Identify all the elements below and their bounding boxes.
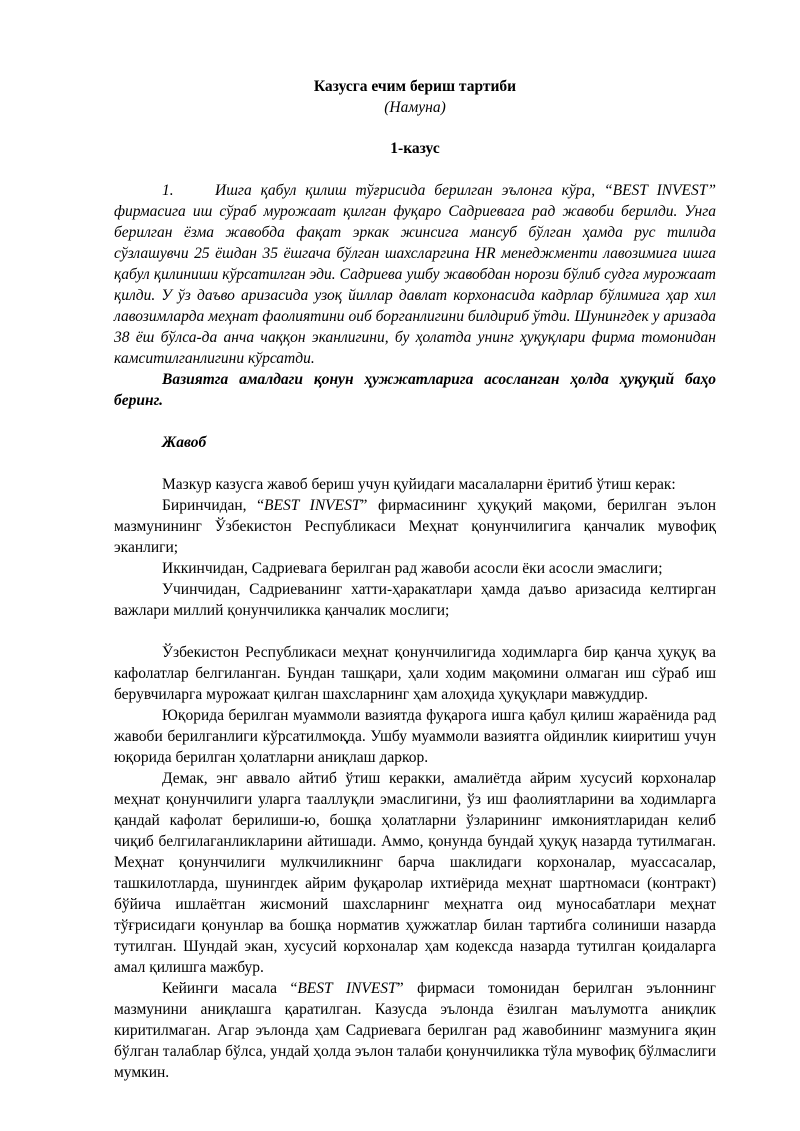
spacer xyxy=(114,411,716,432)
case-task: Вазиятга амалдаги қонун ҳужжатларига асосланган ҳолда ҳуқуқий баҳо беринг. xyxy=(114,371,716,409)
answer-paragraph-8 xyxy=(114,978,716,1083)
document-subtitle: (Намуна) xyxy=(384,99,446,116)
answer-paragraph-8-start: Кейинги масала “ xyxy=(162,980,298,997)
case-item-number: 1. xyxy=(162,182,174,199)
answer-paragraph-2-start: Биринчидан, “ xyxy=(162,497,265,514)
answer-paragraph-4: Учинчидан, Садриеванинг хатти-ҳаракатлари ҳамда даъво аризасида келтирган важлари миллий қонунчиликка қанчалик мослиги; xyxy=(114,581,716,619)
answer-paragraph-5: Ўзбекистон Республикаси меҳнат қонунчилигида ходимларга бир қанча ҳуқуқ ва кафолатлар белгиланган. Бундан ташқари, ҳали ходим мақомини олмаган иш сўраб иш берувчиларга мурожаат қилган шахсларнинг ҳам алоҳида ҳуқуқлари мавжуддир. xyxy=(114,644,716,703)
answer-paragraph-2-end: ” фирмасининг ҳуқуқий мақоми, берилган эълон мазмунининг Ўзбекистон Республикаси Меҳнат қонунчилигига қанчалик мувофиқ эканлиги; xyxy=(114,497,716,556)
document-title: Казусга ечим бериш тартиби xyxy=(313,78,517,95)
case-number: 1-казус xyxy=(390,140,440,157)
spacer xyxy=(114,159,716,180)
company-name: BEST INVEST xyxy=(264,497,361,514)
answer-paragraph-1: Мазкур казусга жавоб бериш учун қуйидаги масалаларни ёритиб ўтиш керак: xyxy=(162,476,676,493)
answer-heading: Жавоб xyxy=(162,434,207,451)
spacer xyxy=(114,453,716,474)
company-name: BEST INVEST xyxy=(297,980,397,997)
answer-paragraph-7: Демак, энг аввало айтиб ўтиш керакки, амалиётда айрим хусусий корхоналар меҳнат қонунчилиги уларга тааллуқли эмаслигини, ўз иш фаолиятларини ва ходимларга қандай кафолат берилиши-ю, бошқа ҳолатларни ўзларининг имкониятларидан келиб чиқиб белгилаганликларини айтишади. Аммо, қонунда бундай ҳуқуқ назарда тутилмаган. Меҳнат қонунчилиги мулкчиликнинг барча шаклидаги корхоналар, муассасалар, ташкилотларда, шунингдек айрим фуқаролар ихтиёрида меҳнат шартномаси (контракт) бўйича ишлаётган жисмоний шахсларнинг меҳнатга оид муносабатлари меҳнат тўғрисидаги қонунлар ва бошқа норматив ҳужжатлар билан тартибга солиниши назарда тутилган. Шундай экан, хусусий корхоналар ҳам кодексда назарда тутилган қоидаларга амал қилишга мажбур. xyxy=(114,770,716,976)
answer-paragraph-2 xyxy=(114,495,716,558)
answer-paragraph-3: Иккинчидан, Садриевага берилган рад жавоби асосли ёки асосли эмаслиги; xyxy=(162,560,663,577)
answer-paragraph-6: Юқорида берилган муаммоли вазиятда фуқарога ишга қабул қилиш жараёнида рад жавоби берилганлиги кўрсатилмоқда. Ушбу муаммоли вазиятга ойдинлик кииритиш учун юқорида берилган ҳолатларни аниқлаш даркор. xyxy=(114,707,716,766)
answer-paragraph-8-end: ” фирмаси томонидан берилган эълоннинг мазмунини аниқлашга қаратилган. Казусда эълонда ёзилган маълумотга аниқлик киритилмаган. Агар эълонда ҳам Садриевага берилган рад жавобининг мазмунига яқин бўлган талаблар бўлса, ундай ҳолда эълон талаби қонунчиликка тўла мувофиқ бўлмаслиги мумкин. xyxy=(114,980,716,1081)
spacer xyxy=(114,621,716,642)
case-text xyxy=(114,180,716,369)
case-body: Ишга қабул қилиш тўғрисида берилган эълонга кўра, “BEST INVEST” фирмасига иш сўраб мурожаат қилган фуқаро Садриевага рад жавоби берилди. Унга берилган ёзма жавобда фақат эркак жинсига мансуб бўлган ҳамда рус тилида сўзлашувчи 25 ёшдан 35 ёшгача бўлган шахсларгина HR менеджменти лавозимига ишга қабул қилиниши кўрсатилган эди. Садриева ушбу жавобдан норози бўлиб судга мурожаат қилди. У ўз даъво аризасида узоқ йиллар давлат корхонасида кадрлар бўлимига ҳар хил лавозимларда меҳнат фаолиятини оиб борганлигини билдириб ўтди. Шунингдек у аризада 38 ёш бўлса-да анча чаққон эканлигини, бу ҳолатда унинг ҳуқуқлари фирма томонидан камситилганлигини кўрсатди. xyxy=(114,182,716,367)
